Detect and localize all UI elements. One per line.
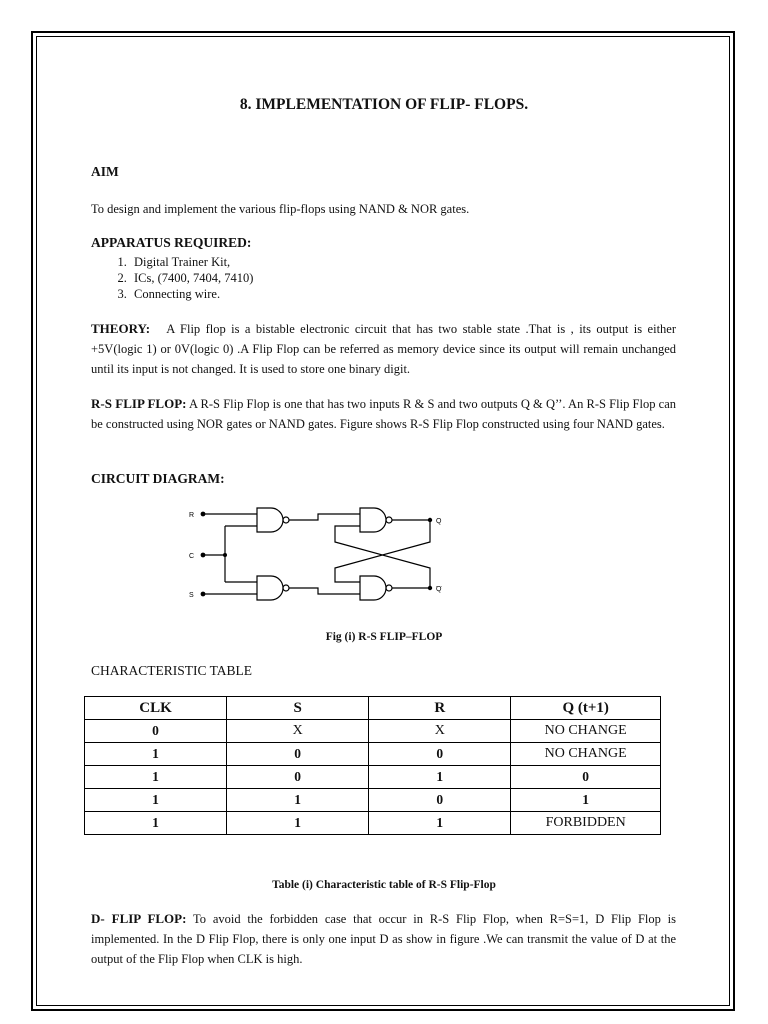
input-c-label: C xyxy=(189,553,195,560)
input-s-label: S xyxy=(189,592,194,599)
table-cell: 0 xyxy=(369,743,511,766)
d-flip-flop-text: To avoid the forbidden case that occur in R-S Flip Flop, when R=S=1, D Flip Flop is implemented. In the D Flip Flop, there is only one input D as show in figure .We can transmit the value of D at the output of the Flip Flop when CLK is high. xyxy=(91,912,677,966)
nand-gate-2 xyxy=(257,576,283,600)
table-row xyxy=(85,743,661,766)
table-row xyxy=(85,766,661,789)
table-cell: 0 xyxy=(85,720,227,743)
nand-gate-3 xyxy=(360,508,386,532)
column-header: CLK xyxy=(85,697,227,720)
table-cell: NO CHANGE xyxy=(511,743,661,766)
nand-gate-4 xyxy=(360,576,386,600)
table-cell: X xyxy=(369,720,511,743)
rs-paragraph xyxy=(91,394,676,434)
characteristic-table-heading: CHARACTERISTIC TABLE xyxy=(91,663,253,678)
nand-gate-2-bubble xyxy=(283,585,289,591)
table-cell: 0 xyxy=(227,743,369,766)
theory-paragraph xyxy=(91,319,676,379)
d-flip-flop-label: D- FLIP FLOP: xyxy=(91,911,187,926)
table-cell: 1 xyxy=(369,766,511,789)
table-cell: FORBIDDEN xyxy=(511,812,661,835)
output-q-label: Q xyxy=(436,518,442,525)
table-caption: Table (i) Characteristic table of R-S Flip-Flop xyxy=(272,879,496,891)
rs-text: A R-S Flip Flop is one that has two inputs R & S and two outputs Q & Q’’. An R-S Flip Flop can be constructed using NOR gates or NAND gates. Figure shows R-S Flip Flop constructed using four NAND gates. xyxy=(91,397,677,431)
rs-label: R-S FLIP FLOP: xyxy=(91,396,187,411)
table-cell: 0 xyxy=(511,766,661,789)
table-cell: 1 xyxy=(85,766,227,789)
apparatus-item: 2. ICs, (7400, 7404, 7410) xyxy=(130,270,253,286)
table-cell: NO CHANGE xyxy=(511,720,661,743)
nand-gate-1 xyxy=(257,508,283,532)
nand-gate-4-bubble xyxy=(386,585,392,591)
table-cell: 1 xyxy=(85,812,227,835)
table-cell: 1 xyxy=(369,812,511,835)
apparatus-item: 3. Connecting wire. xyxy=(130,286,253,302)
table-cell: 0 xyxy=(369,789,511,812)
table-cell: 1 xyxy=(511,789,661,812)
table-cell: 1 xyxy=(85,743,227,766)
table-row xyxy=(85,789,661,812)
apparatus-list xyxy=(91,254,253,302)
table-header-row xyxy=(85,697,661,720)
table-cell: 0 xyxy=(227,766,369,789)
nand-gate-3-bubble xyxy=(386,517,392,523)
theory-text: A Flip flop is a bistable electronic circuit that has two stable state .That is , its output is either +5V(logic 1) or 0V(logic 0) .A Flip Flop can be referred as memory device since its output will remain unchanged until its input is not changed. It is used to store one binary digit. xyxy=(91,322,676,376)
rs-flip-flop-circuit-diagram xyxy=(185,498,455,610)
table-row xyxy=(85,720,661,743)
page-title: 8. IMPLEMENTATION OF FLIP- FLOPS. xyxy=(239,96,529,113)
column-header: R xyxy=(369,697,511,720)
aim-text: To design and implement the various flip-flops using NAND & NOR gates. xyxy=(91,202,470,216)
aim-heading: AIM xyxy=(91,164,119,179)
characteristic-table xyxy=(84,696,661,835)
circuit-heading: CIRCUIT DIAGRAM: xyxy=(91,471,225,486)
column-header: S xyxy=(227,697,369,720)
column-header: Q (t+1) xyxy=(511,697,661,720)
table-cell: 1 xyxy=(227,812,369,835)
input-r-label: R xyxy=(189,512,195,519)
figure-caption: Fig (i) R-S FLIP–FLOP xyxy=(325,631,443,643)
output-qbar-label: Q xyxy=(436,586,442,593)
table-cell: 1 xyxy=(227,789,369,812)
table-cell: 1 xyxy=(85,789,227,812)
nand-gate-1-bubble xyxy=(283,517,289,523)
theory-label: THEORY: xyxy=(91,321,151,336)
table-cell: X xyxy=(227,720,369,743)
d-flip-flop-paragraph xyxy=(91,909,676,969)
apparatus-heading: APPARATUS REQUIRED: xyxy=(91,235,252,250)
apparatus-item: 1. Digital Trainer Kit, xyxy=(130,254,253,270)
table-row xyxy=(85,812,661,835)
